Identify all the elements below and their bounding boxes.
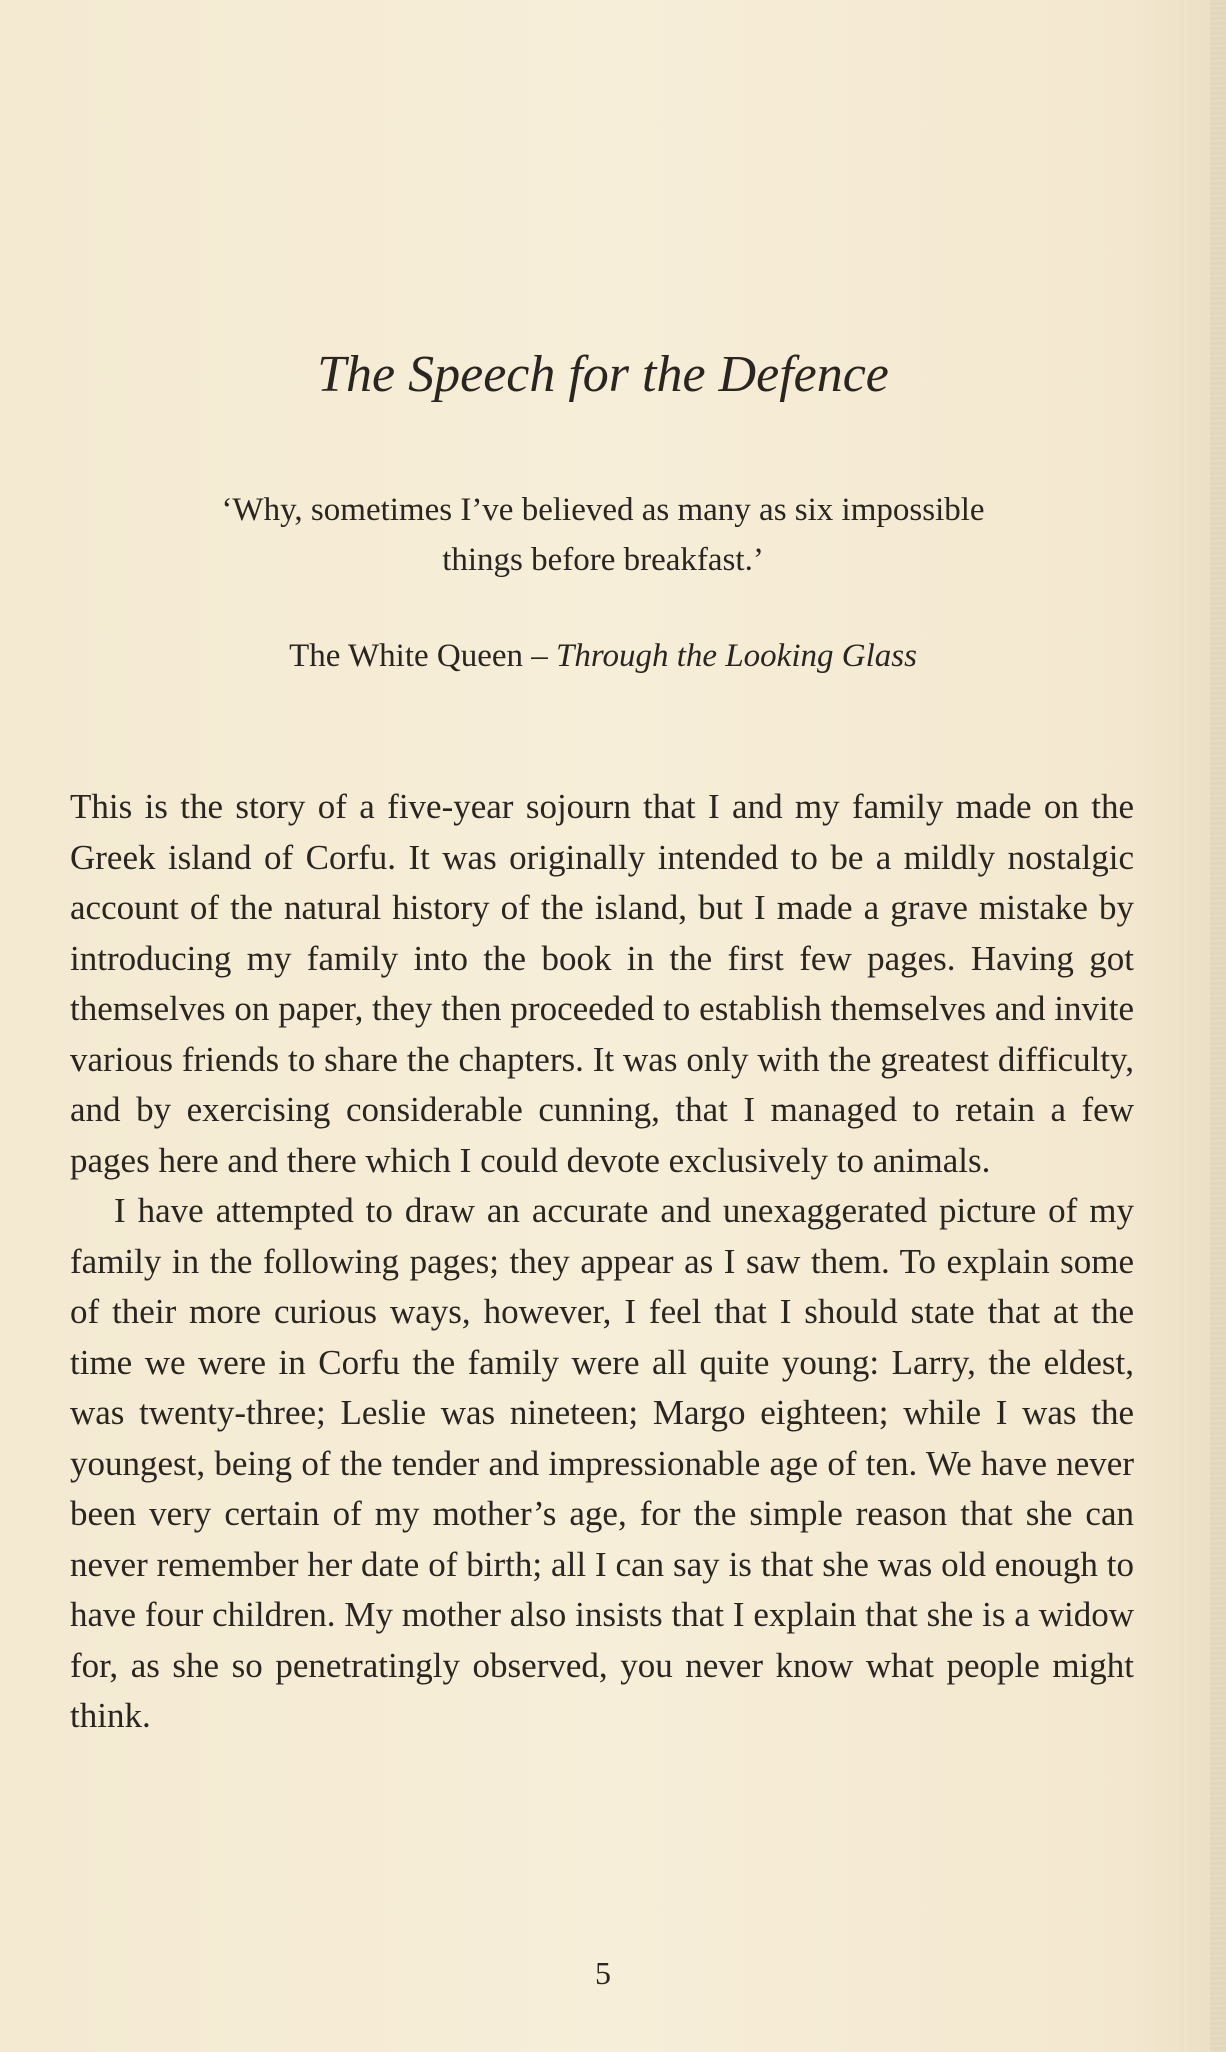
epigraph-line-1: ‘Why, sometimes I’ve believed as many as six impossible [221, 492, 985, 528]
body-paragraph-2: I have attempted to draw an accurate and unexaggerated picture of my family in the following pages; they appear as I saw them. To explain some of their more curious ways, however, I feel that I should state that at the time we were in Corfu the family were all quite young: Larry, the eldest, was twenty-three; Leslie was nineteen; Margo eighteen; while I was the youngest, being of the tender and impressionable age of ten. We have never been very certain of my mother’s age, for the simple reason that she can never remember her date of birth; all I can say is that she was old enough to have four children. My mother also insists that I explain that she is a widow for, as she so penetratingly observed, you never know what people might think. [70, 1191, 1134, 1735]
epigraph-line-2: things before breakfast.’ [442, 542, 764, 578]
epigraph-quote [0, 485, 1206, 585]
page-number: 5 [595, 1955, 611, 1991]
page-edge [1210, 0, 1226, 2052]
body-text [70, 782, 1134, 1742]
body-paragraph-1: This is the story of a five-year sojourn that I and my family made on the Greek island of Corfu. It was originally intended to be a mildly nostalgic account of the natural history of the island, but I made a grave mistake by introducing my family into the book in the first few pages. Having got themselves on paper, they then proceeded to establish themselves and invite various friends to share the chapters. It was only with the greatest difficulty, and by exercising considerable cunning, that I managed to retain a few pages here and there which I could devote exclusively to animals. [70, 787, 1134, 1180]
attribution-work: Through the Looking Glass [556, 638, 917, 674]
attribution-speaker: The White Queen – [289, 638, 557, 674]
chapter-title: The Speech for the Defence [317, 346, 889, 403]
epigraph-attribution [0, 638, 1206, 675]
